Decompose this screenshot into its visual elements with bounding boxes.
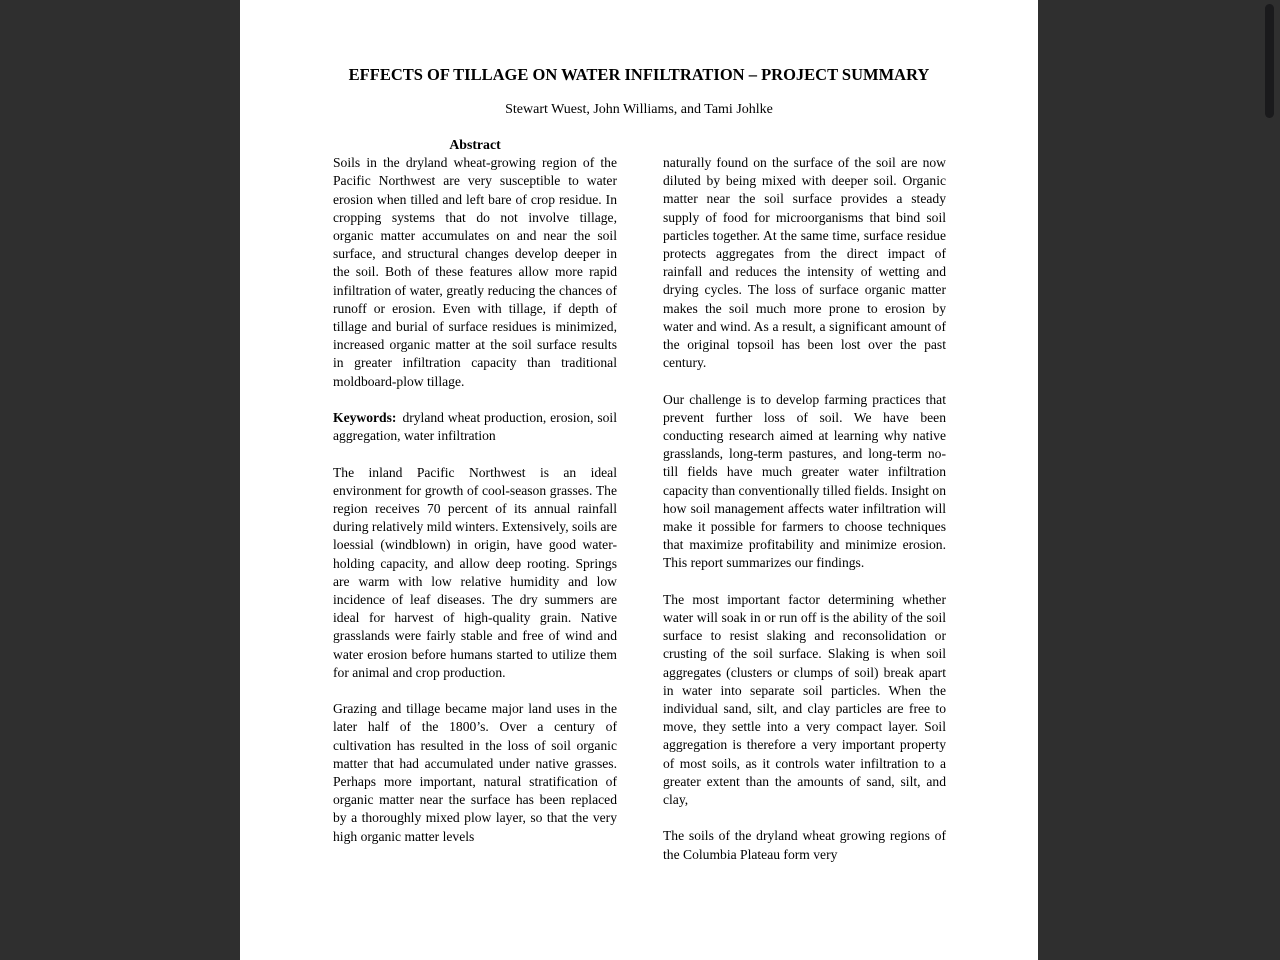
document-authors: Stewart Wuest, John Williams, and Tami Johlke: [505, 102, 773, 117]
body-paragraph-organic-matter: naturally found on the surface of the soil are now diluted by being mixed with deeper soil. Organic matter near the soil surface provides a steady supply of food for microorganisms that bind soil particles together. At the same time, surface residue protects aggregates from the direct impact of rainfall and reduces the intensity of wetting and drying cycles. The loss of surface organic matter makes the soil much more prone to erosion by water and wind. As a result, a significant amount of the original topsoil has been lost over the past century.: [663, 155, 946, 371]
body-paragraph-our-challenge: Our challenge is to develop farming practices that prevent further loss of soil. We have been conducting research aimed at learning why native grasslands, long-term pastures, and long-term no-till fields have much greater water infiltration capacity than conventionally tilled fields. Insight on how soil management affects water infiltration will make it possible for farmers to choose techniques that maximize profitability and minimize erosion. This report summarizes our findings.: [663, 391, 946, 571]
keywords-paragraph: [333, 409, 617, 445]
abstract-heading: Abstract: [449, 137, 501, 152]
document-title: EFFECTS OF TILLAGE ON WATER INFILTRATION – PROJECT SUMMARY: [348, 65, 930, 84]
document-page: [240, 0, 1038, 960]
abstract-paragraph: Soils in the dryland wheat-growing region of the Pacific Northwest are very susceptible to water erosion when tilled and left bare of crop residue. In cropping systems that do not involve tillage, organic matter accumulates on and near the soil surface, and structural changes develop deeper in the soil. Both of these features allow more rapid infiltration of water, greatly reducing the chances of runoff or erosion. Even with tillage, if depth of tillage and burial of surface residues is minimized, increased organic matter at the soil surface results in greater infiltration capacity than traditional moldboard-plow tillage.: [333, 155, 617, 389]
right-column: [663, 136, 946, 864]
left-column: [333, 136, 617, 864]
body-paragraph-columbia-plateau: The soils of the dryland wheat growing regions of the Columbia Plateau form very: [663, 828, 946, 862]
keywords-label: Keywords:: [333, 410, 397, 426]
scrollbar-thumb[interactable]: [1265, 4, 1274, 118]
body-paragraph-grazing-tillage: Grazing and tillage became major land uses in the later half of the 1800’s. Over a century of cultivation has resulted in the loss of soil organic matter that had accumulated under native grasses. Perhaps more important, natural stratification of organic matter near the surface has been replaced by a thoroughly mixed plow layer, so that the very high organic matter levels: [333, 701, 617, 844]
body-paragraph-pacific-northwest: The inland Pacific Northwest is an ideal environment for growth of cool-season grasses. The region receives 70 percent of its annual rainfall during relatively mild winters. Extensively, soils are loessial (windblown) in origin, have good water-holding capacity, and allow deep rooting. Springs are warm with low relative humidity and low incidence of leaf diseases. The dry summers are ideal for harvest of high-quality grain. Native grasslands were fairly stable and free of wind and water erosion before humans started to utilize them for animal and crop production.: [333, 464, 617, 680]
keywords-text: dryland wheat production, erosion, soil aggregation, water infiltration: [333, 410, 617, 444]
two-column-body: [333, 136, 946, 864]
body-paragraph-slaking: The most important factor determining whether water will soak in or run off is the ability of the soil surface to resist slaking and reconsolidation or crusting of the soil surface. Slaking is when soil aggregates (clusters or clumps of soil) break apart in water into separate soil particles. When the individual sand, silt, and clay particles are free to move, they settle into a very compact layer. Soil aggregation is therefore a very important property of most soils, as it controls water infiltration to a greater extent than the amounts of sand, silt, and clay,: [663, 591, 946, 808]
